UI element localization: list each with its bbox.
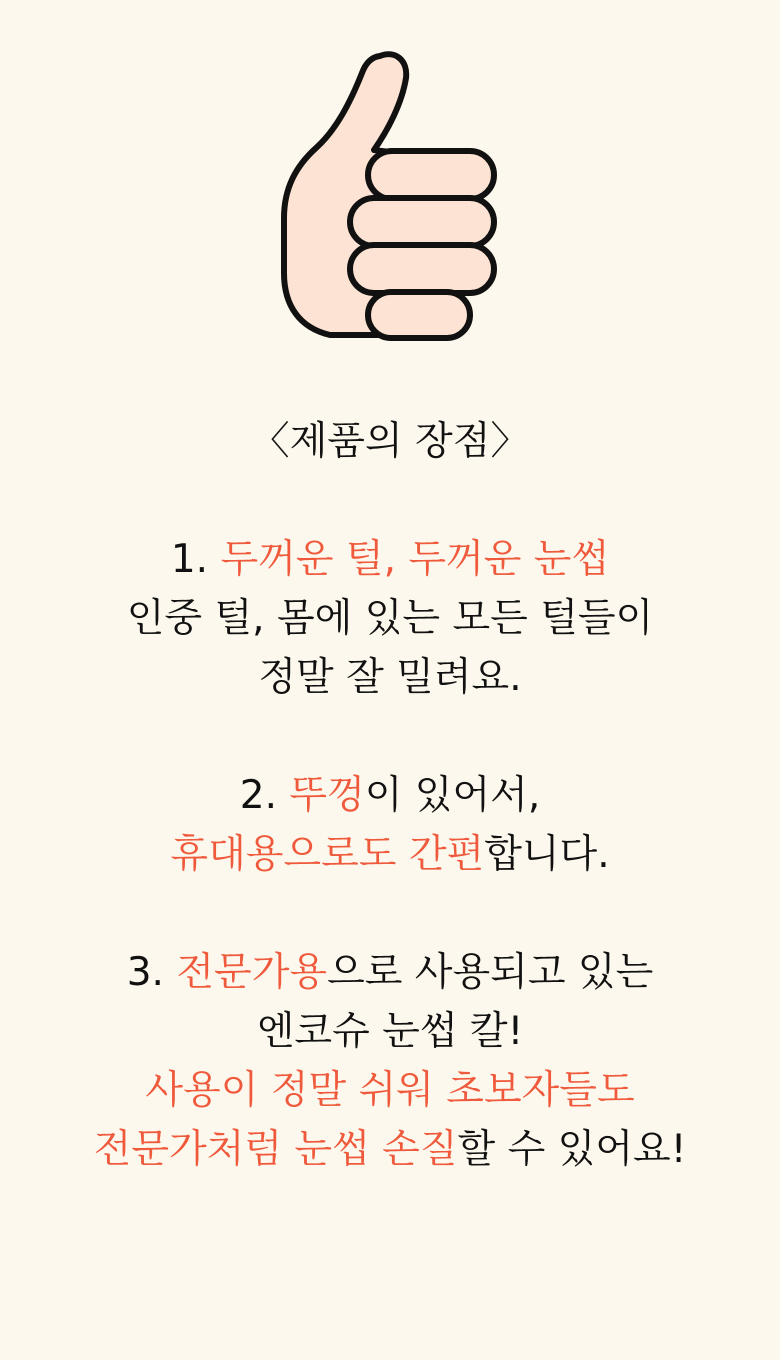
item3-line4-rest: 할 수 있어요! (457, 1127, 687, 1172)
item3-line4-accent: 전문가처럼 눈썹 손질 (93, 1127, 458, 1172)
item2-text2: 합니다. (484, 832, 610, 877)
item1-number: 1. (170, 537, 209, 582)
thumbs-up-icon (270, 48, 510, 348)
item2-line2 (0, 825, 780, 884)
benefits-text (0, 412, 780, 1179)
item1-line3: 정말 잘 밀려요. (258, 655, 522, 700)
spacer (0, 707, 780, 766)
item2-line1 (0, 766, 780, 825)
spacer (0, 884, 780, 943)
item1-title-line (0, 530, 780, 589)
item3-line3: 사용이 정말 쉬워 초보자들도 (145, 1068, 635, 1113)
item1-line2: 인중 털, 몸에 있는 모든 털들이 (126, 596, 654, 641)
item3-text1: 으로 사용되고 있는 (327, 950, 654, 995)
item2-keyword: 뚜껑 (289, 773, 365, 818)
item3-line1 (0, 943, 780, 1002)
item3-line4 (0, 1120, 780, 1179)
item3-keyword: 전문가용 (176, 950, 328, 995)
item3-line2: 엔코슈 눈썹 칼! (256, 1009, 524, 1054)
item1-title: 두꺼운 털, 두꺼운 눈썹 (220, 537, 610, 582)
spacer (0, 471, 780, 530)
item3-number: 3. (126, 950, 164, 995)
item2-text1: 이 있어서, (364, 773, 541, 818)
page-title: 〈제품의 장점〉 (250, 419, 530, 464)
item2-keyword2: 휴대용으로도 간편 (170, 832, 485, 877)
item2-number: 2. (239, 773, 277, 818)
thumbs-up-illustration (270, 48, 510, 348)
